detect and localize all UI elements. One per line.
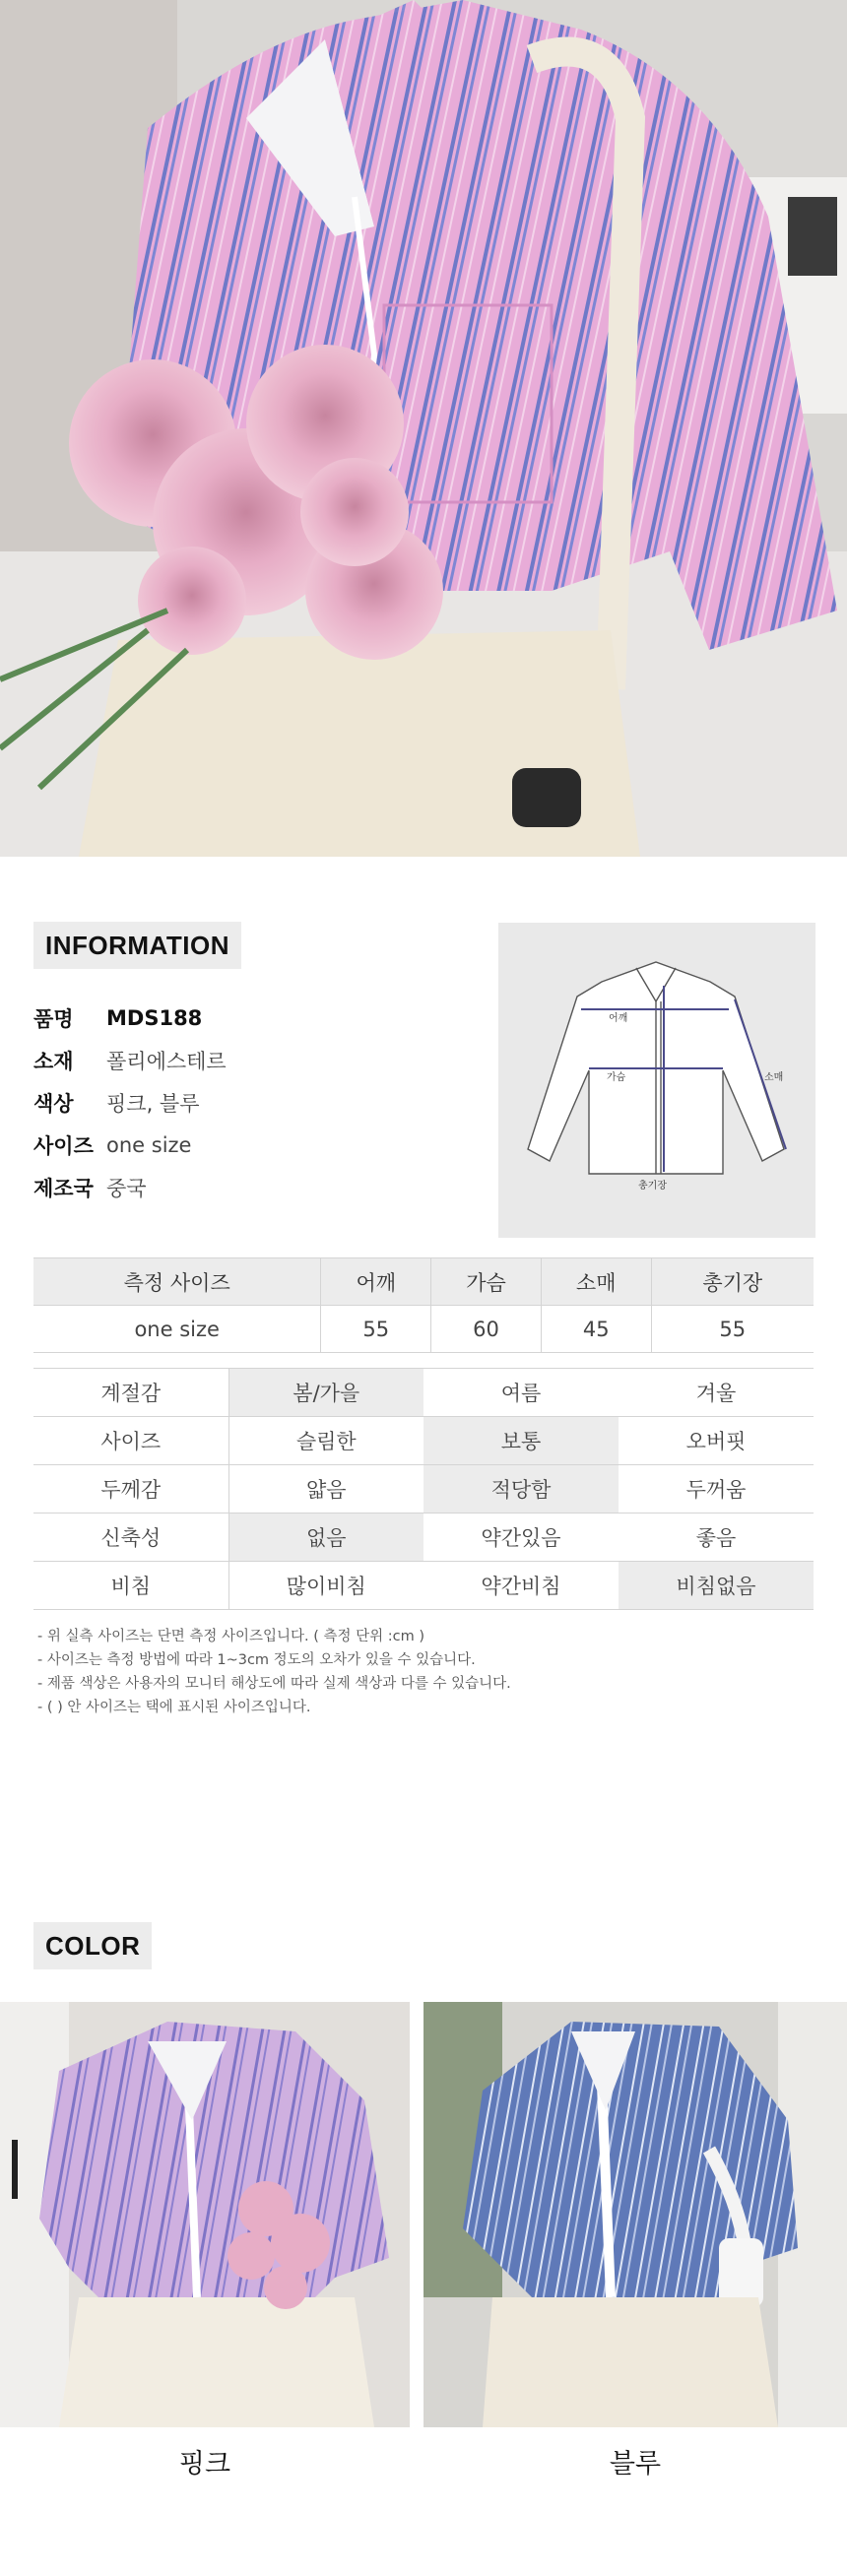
size-chart-header: 가슴 (431, 1258, 542, 1306)
info-row-size (33, 1124, 447, 1166)
feel-option: 비침없음 (619, 1562, 814, 1610)
color-title: COLOR (33, 1922, 152, 1969)
note-line: - 위 실측 사이즈는 단면 측정 사이즈입니다. ( 측정 단위 :cm ) (37, 1629, 424, 1644)
info-value: 폴리에스테르 (106, 1049, 227, 1073)
size-notes (37, 1625, 815, 1719)
feel-label: 신축성 (33, 1513, 228, 1562)
feel-option: 여름 (424, 1369, 619, 1417)
feel-option: 슬림한 (228, 1417, 424, 1465)
info-key: 소재 (33, 1049, 74, 1073)
info-row-color (33, 1081, 447, 1124)
feel-label: 두께감 (33, 1465, 228, 1513)
size-chart-cell: 55 (321, 1306, 431, 1353)
note-line: - ( ) 안 사이즈는 택에 표시된 사이즈입니다. (37, 1700, 311, 1715)
size-chart-table (33, 1257, 814, 1353)
hero-product-photo (0, 0, 847, 857)
diagram-label-length: 총기장 (638, 1181, 667, 1191)
size-chart-header: 어깨 (321, 1258, 431, 1306)
feel-label: 비침 (33, 1562, 228, 1610)
feel-row-season (33, 1369, 814, 1417)
feel-option: 겨울 (619, 1369, 814, 1417)
diagram-label-sleeve: 소매 (764, 1072, 784, 1083)
product-info-list (33, 997, 447, 1208)
feel-label: 사이즈 (33, 1417, 228, 1465)
feel-row-stretch (33, 1513, 814, 1562)
diagram-label-shoulder: 어깨 (609, 1013, 628, 1024)
info-value: MDS188 (106, 1005, 203, 1030)
info-row-name (33, 997, 447, 1039)
feel-option: 없음 (228, 1513, 424, 1562)
size-chart-cell: 60 (431, 1306, 542, 1353)
info-key: 사이즈 (33, 1133, 94, 1158)
feel-option: 약간있음 (424, 1513, 619, 1562)
info-row-material (33, 1039, 447, 1081)
information-title: INFORMATION (33, 922, 241, 969)
info-row-origin (33, 1166, 447, 1208)
feel-option: 두꺼움 (619, 1465, 814, 1513)
size-chart-cell: 55 (651, 1306, 814, 1353)
feel-option: 약간비침 (424, 1562, 619, 1610)
info-key: 품명 (33, 1006, 74, 1031)
feel-option: 많이비침 (228, 1562, 424, 1610)
info-value: 핑크, 블루 (106, 1091, 200, 1116)
color-photo-blue (424, 2002, 847, 2427)
feel-option: 봄/가을 (228, 1369, 424, 1417)
size-chart-header: 소매 (541, 1258, 651, 1306)
diagram-label-chest: 가슴 (607, 1072, 626, 1083)
feel-option: 얇음 (228, 1465, 424, 1513)
feel-option: 좋음 (619, 1513, 814, 1562)
info-key: 제조국 (33, 1176, 94, 1200)
size-chart-header-row (33, 1258, 814, 1306)
feel-row-size (33, 1417, 814, 1465)
note-line: - 사이즈는 측정 방법에 따라 1~3cm 정도의 오차가 있을 수 있습니다. (37, 1652, 476, 1668)
feel-label: 계절감 (33, 1369, 228, 1417)
feel-option: 적당함 (424, 1465, 619, 1513)
size-chart-cell: one size (33, 1306, 321, 1353)
measurement-diagram (498, 923, 815, 1238)
size-chart-header: 측정 사이즈 (33, 1258, 321, 1306)
info-value: 중국 (106, 1176, 147, 1200)
note-line: - 제품 색상은 사용자의 모니터 해상도에 따라 실제 색상과 다를 수 있습니다. (37, 1676, 511, 1692)
info-key: 색상 (33, 1091, 74, 1116)
color-photo-pink (0, 2002, 410, 2427)
color-name-blue: 블루 (609, 2449, 662, 2479)
size-chart-header: 총기장 (651, 1258, 814, 1306)
feel-row-thickness (33, 1465, 814, 1513)
fabric-feel-table (33, 1368, 814, 1610)
size-chart-cell: 45 (541, 1306, 651, 1353)
info-value: one size (106, 1132, 192, 1157)
feel-row-sheerness (33, 1562, 814, 1610)
color-name-pink: 핑크 (178, 2449, 231, 2479)
feel-option: 오버핏 (619, 1417, 814, 1465)
size-chart-row (33, 1306, 814, 1353)
feel-option: 보통 (424, 1417, 619, 1465)
